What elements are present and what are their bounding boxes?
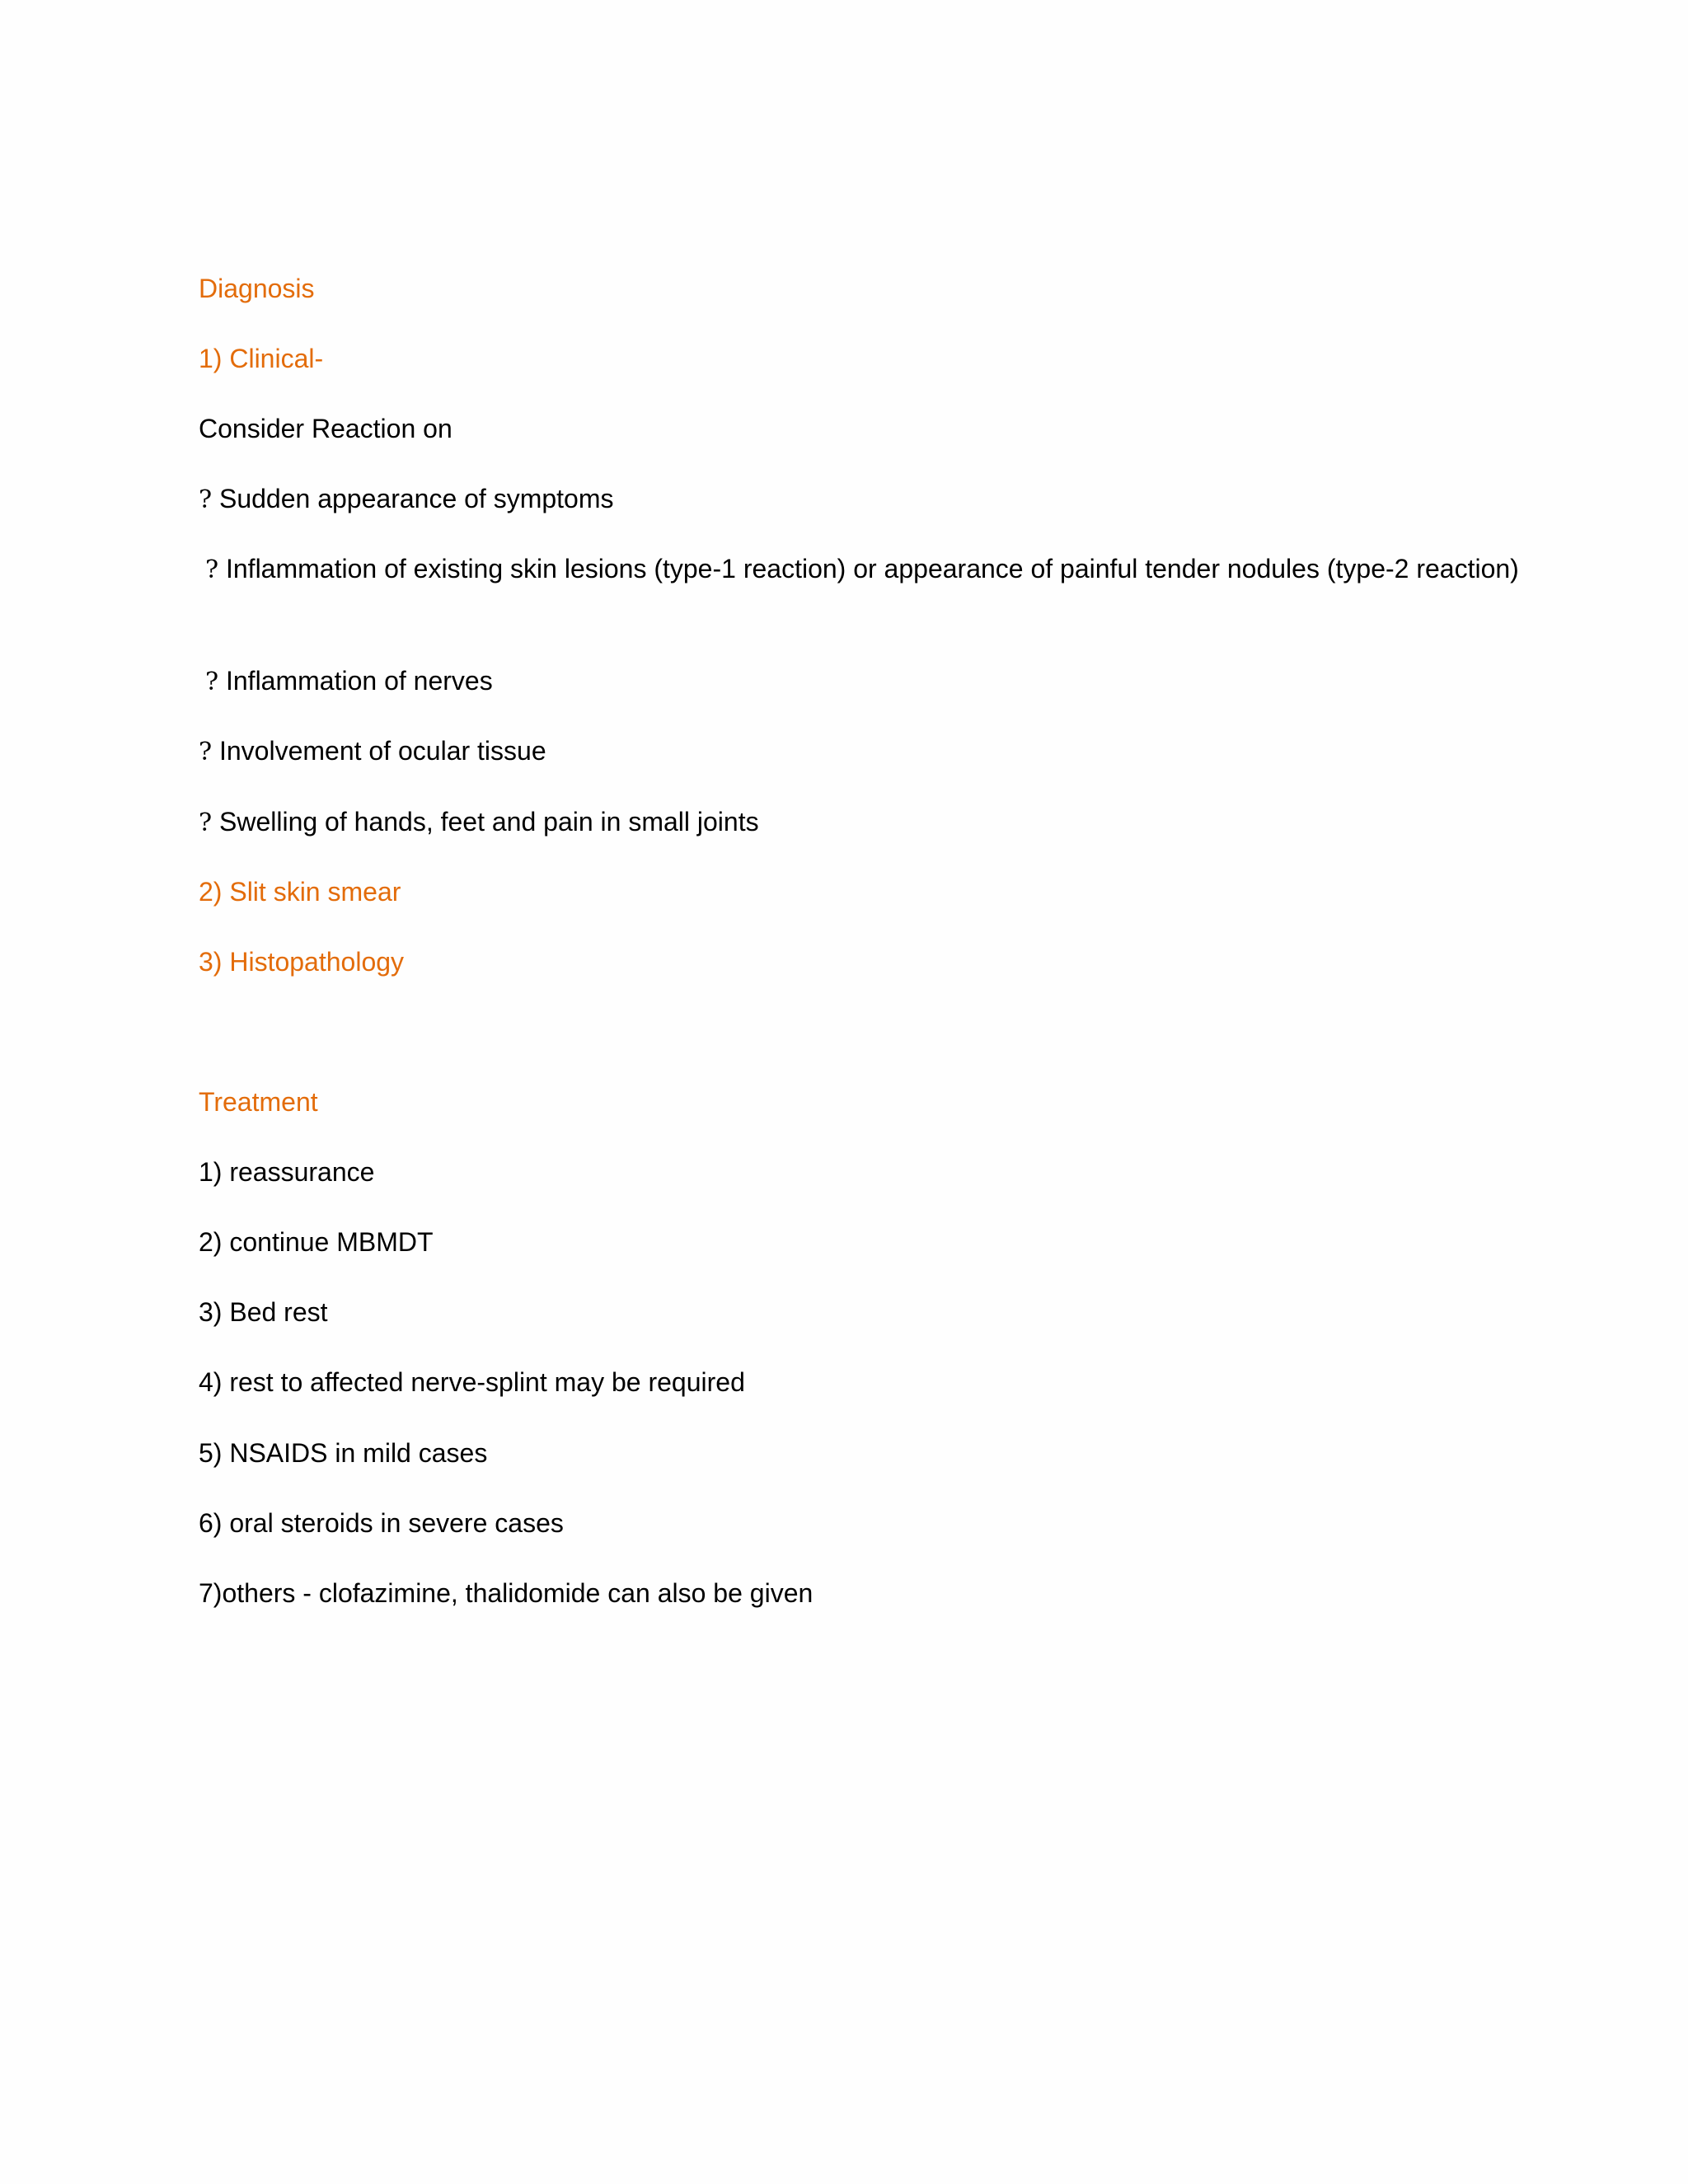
bullet-text: Swelling of hands, feet and pain in small joints <box>218 807 759 837</box>
slit-skin-smear-heading: 2) Slit skin smear <box>199 877 401 907</box>
treatment-item: 4) rest to affected nerve-splint may be required <box>199 1367 745 1397</box>
bullet-symbol: ? <box>199 808 213 837</box>
bullet-text: Inflammation of nerves <box>225 666 493 696</box>
bullet-symbol: ? <box>199 738 213 766</box>
treatment-item: 1) reassurance <box>199 1157 375 1187</box>
bullet-text: Sudden appearance of symptoms <box>218 484 614 513</box>
bullet-text: Involvement of ocular tissue <box>218 736 546 766</box>
bullet-item <box>199 548 1524 591</box>
bullet-text: Inflammation of existing skin lesions (type-1 reaction) or appearance of painful tender nodules (type-2 reaction) <box>225 554 1519 583</box>
diagnosis-heading: Diagnosis <box>199 274 315 303</box>
treatment-item: 7)others - clofazimine, thalidomide can also be given <box>199 1578 814 1608</box>
treatment-heading: Treatment <box>199 1087 318 1117</box>
bullet-symbol: ? <box>205 555 219 584</box>
histopathology-heading: 3) Histopathology <box>199 947 405 977</box>
clinical-heading: 1) Clinical- <box>199 344 324 373</box>
treatment-item: 6) oral steroids in severe cases <box>199 1508 564 1538</box>
treatment-item: 5) NSAIDS in mild cases <box>199 1438 488 1468</box>
bullet-item <box>199 660 493 703</box>
treatment-item: 3) Bed rest <box>199 1297 328 1327</box>
consider-reaction-text: Consider Reaction on <box>199 414 452 443</box>
bullet-item <box>199 478 614 521</box>
treatment-item: 2) continue MBMDT <box>199 1227 434 1257</box>
bullet-item <box>199 801 759 844</box>
bullet-symbol: ? <box>199 485 213 514</box>
bullet-item <box>199 730 546 773</box>
bullet-symbol: ? <box>205 668 219 696</box>
